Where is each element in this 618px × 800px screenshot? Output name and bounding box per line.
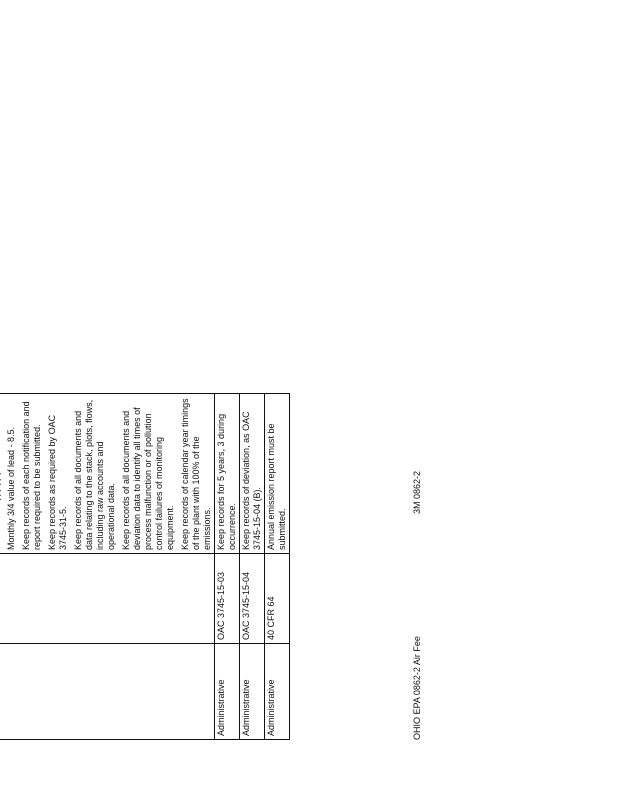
requirement-item: Keep records of calendar year timings of the plant with 100% of the emissions. <box>180 398 212 550</box>
requirement-item: Keep records as required by OAC 3745-31-5. <box>47 414 68 550</box>
requirement-item <box>0 397 2 550</box>
footer-right: 3M 0862-2 <box>412 470 422 514</box>
requirements-cell: Keep records of deviation, as OAC 3745-15-04 (B). <box>240 394 265 554</box>
rule-cell: OAC 3745-15-04 <box>240 554 265 644</box>
requirement-item: Keep records of all documents and deviation data to identify all times of process malfunction or of pollution control failures of monitoring equipment. <box>121 407 175 550</box>
requirement-item: Keep records of all documents and data relating to the stack, plots, flows, including raw accounts and operational data. <box>73 399 116 550</box>
requirement-item: Monthly 3/4 value of lead - 8.5. <box>6 426 16 550</box>
rule-cell <box>0 554 215 644</box>
table-row <box>215 394 240 740</box>
recordkeeping-table <box>0 393 290 740</box>
rule-cell: 40 CFR 64 <box>265 554 290 644</box>
regulation-cell: Administrative <box>240 644 265 740</box>
footer-left: OHIO EPA 0862-2 Air Fee <box>412 636 422 740</box>
requirements-cell: Keep records for 5 years, 3 during occurrence. <box>215 394 240 554</box>
requirements-cell: Annual emission report must be submitted. <box>265 394 290 554</box>
requirement-item: Keep records of each notification and report required to be submitted. <box>21 401 42 550</box>
table-row <box>265 394 290 740</box>
table-row <box>0 394 215 740</box>
regulation-cell: Administrative <box>265 644 290 740</box>
rule-cell: OAC 3745-15-03 <box>215 554 240 644</box>
regulation-cell <box>0 644 215 740</box>
regulation-cell: Administrative <box>215 644 240 740</box>
requirements-cell <box>0 394 215 554</box>
table-row <box>240 394 265 740</box>
